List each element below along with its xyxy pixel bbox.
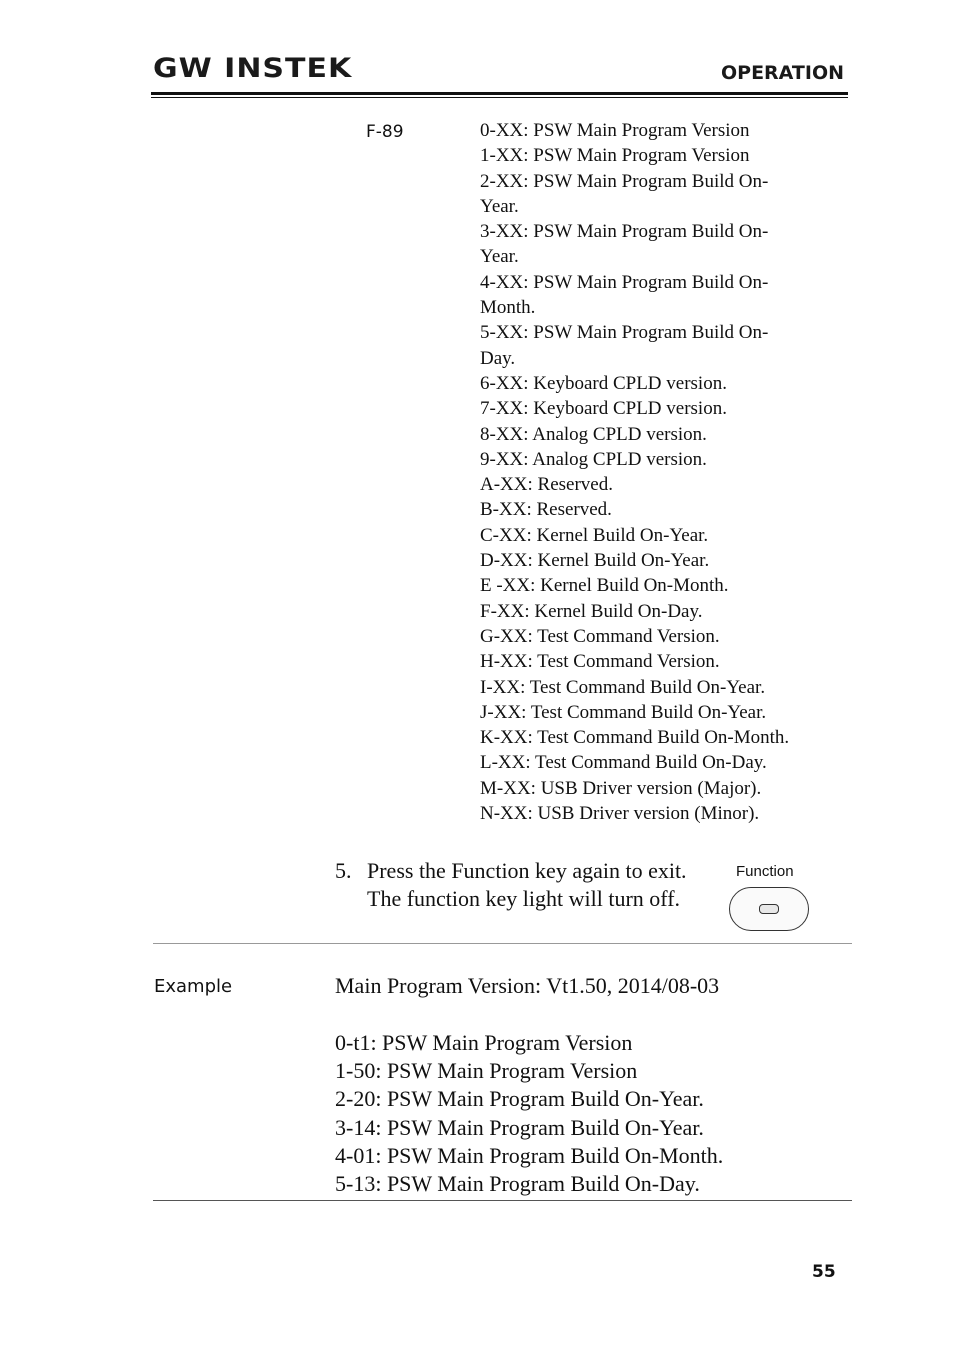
example-line: 4-01: PSW Main Program Build On-Month. xyxy=(335,1142,724,1168)
description-line: G-XX: Test Command Version. xyxy=(480,625,720,647)
example-line: 0-t1: PSW Main Program Version xyxy=(335,1030,633,1055)
description-line: I-XX: Test Command Build On-Year. xyxy=(480,676,766,698)
example-title: Main Program Version: Vt1.50, 2014/08-03 xyxy=(335,973,720,998)
description-line: 7-XX: Keyboard CPLD version. xyxy=(480,398,727,420)
description-line: F-XX: Kernel Build On-Day. xyxy=(480,600,703,622)
function-key-led-icon xyxy=(759,904,779,914)
description-line: Day. xyxy=(480,347,516,369)
example-line: 5-13: PSW Main Program Build On-Day. xyxy=(335,1171,700,1197)
example-line: 1-50: PSW Main Program Version xyxy=(335,1058,638,1084)
description-line: 8-XX: Analog CPLD version. xyxy=(480,423,707,445)
description-line: C-XX: Kernel Build On-Year. xyxy=(480,524,709,546)
description-line: B-XX: Reserved. xyxy=(480,499,612,521)
description-line: 4-XX: PSW Main Program Build On- xyxy=(480,271,769,293)
example-lines xyxy=(335,1029,723,1198)
description-line: Month. xyxy=(480,297,536,319)
description-line: 2-XX: PSW Main Program Build On- xyxy=(480,170,769,192)
description-line: 9-XX: Analog CPLD version. xyxy=(480,448,707,470)
header-rule xyxy=(151,92,848,95)
description-line: M-XX: USB Driver version (Major). xyxy=(480,777,762,799)
example-label: Example xyxy=(154,976,233,997)
example-line: 2-20: PSW Main Program Build On-Year. xyxy=(335,1086,704,1112)
brand-logo: GW INSTEK xyxy=(153,52,353,85)
function-code: F-89 xyxy=(366,122,404,142)
function-key-label: Function xyxy=(736,863,794,880)
description-line: J-XX: Test Command Build On-Year. xyxy=(480,701,767,723)
function-key-icon xyxy=(729,887,809,931)
description-line: L-XX: Test Command Build On-Day. xyxy=(480,752,767,774)
example-line: 3-14: PSW Main Program Build On-Year. xyxy=(335,1114,704,1140)
step-text: Press the Function key again to exit. The function key light will turn off. xyxy=(367,858,687,911)
description-line: 6-XX: Keyboard CPLD version. xyxy=(480,372,727,394)
description-line: 5-XX: PSW Main Program Build On- xyxy=(480,322,769,344)
description-line: Year. xyxy=(480,195,519,217)
section-title: OPERATION xyxy=(721,62,844,84)
description-line: H-XX: Test Command Version. xyxy=(480,651,720,673)
function-code-description xyxy=(480,118,840,826)
description-line: 1-XX: PSW Main Program Version xyxy=(480,145,750,167)
header-rule-thin xyxy=(151,97,848,98)
description-line: Year. xyxy=(480,246,519,268)
row-divider xyxy=(153,943,852,944)
table-bottom-rule xyxy=(153,1200,852,1201)
page-number: 55 xyxy=(812,1262,836,1282)
description-line: D-XX: Kernel Build On-Year. xyxy=(480,550,710,572)
description-line: K-XX: Test Command Build On-Month. xyxy=(480,727,790,749)
step-number: 5. xyxy=(335,858,352,883)
description-line: 3-XX: PSW Main Program Build On- xyxy=(480,221,769,243)
description-line: E -XX: Kernel Build On-Month. xyxy=(480,575,729,597)
description-line: N-XX: USB Driver version (Minor). xyxy=(480,803,760,825)
description-line: 0-XX: PSW Main Program Version xyxy=(480,120,750,141)
description-line: A-XX: Reserved. xyxy=(480,474,613,496)
